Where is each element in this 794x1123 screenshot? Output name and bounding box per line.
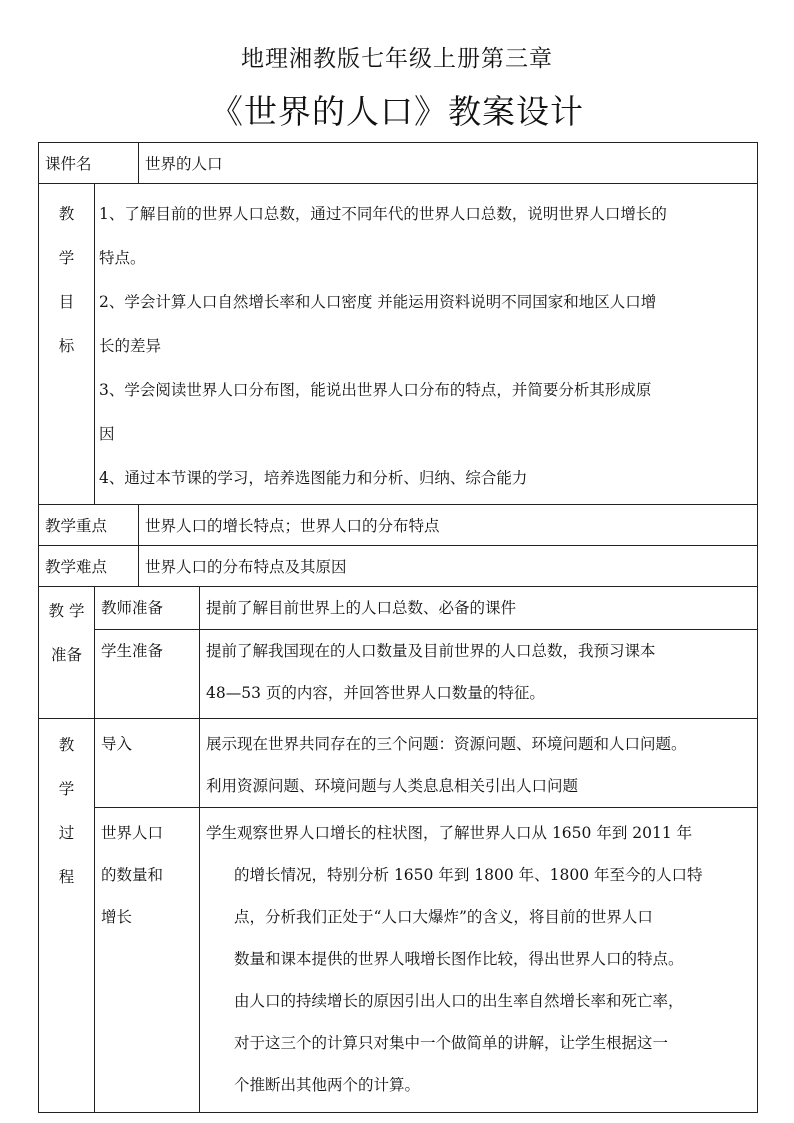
difficulties-row <box>39 546 758 587</box>
growth-line: 由人口的持续增长的原因引出人口的出生率自然增长率和死亡率， <box>234 992 684 1010</box>
document-title-line2: 《世界的人口》教案设计 <box>210 92 584 131</box>
growth-label <box>95 808 200 1113</box>
objective-line: 1、了解目前的世界人口总数，通过不同年代的世界人口总数，说明世界人口增长的 <box>99 205 667 223</box>
key-points-row <box>39 505 758 546</box>
growth-label-line: 世界人口 <box>101 824 164 842</box>
process-label-char: 过 <box>58 824 75 842</box>
student-prep-line: 48—53 页的内容，并回答世界人口数量的特征。 <box>206 684 545 702</box>
preparation-teacher-row <box>39 587 758 630</box>
objectives-label-char: 目 <box>58 293 75 311</box>
growth-label-line: 的数量和 <box>101 866 164 884</box>
student-prep-line: 提前了解我国现在的人口数量及目前世界的人口总数，我预习课本 <box>206 642 656 660</box>
objectives-label-char: 学 <box>58 249 75 267</box>
intro-label-text: 导入 <box>101 735 133 753</box>
preparation-label <box>39 587 95 719</box>
objectives-row <box>39 184 758 505</box>
difficulties-label: 教学难点 <box>39 546 139 587</box>
process-growth-row <box>39 808 758 1113</box>
growth-line: 对于这三个的计算只对集中一个做简单的讲解，让学生根据这一 <box>234 1034 669 1052</box>
course-value: 世界的人口 <box>139 143 758 184</box>
process-label-char: 程 <box>58 868 75 886</box>
lesson-plan-table <box>38 142 758 1113</box>
preparation-label-line: 准备 <box>50 646 82 664</box>
objectives-content <box>95 184 758 505</box>
objective-line: 2、学会计算人口自然增长率和人口密度 并能运用资料说明不同国家和地区人口增 <box>99 293 657 311</box>
course-label: 课件名 <box>39 143 139 184</box>
intro-label <box>95 719 200 808</box>
objective-line: 3、学会阅读世界人口分布图，能说出世界人口分布的特点，并简要分析其形成原 <box>99 381 652 399</box>
growth-line: 学生观察世界人口增长的柱状图，了解世界人口从 1650 年到 2011 年 <box>206 824 693 842</box>
growth-label-line: 增长 <box>101 908 133 926</box>
intro-line: 展示现在世界共同存在的三个问题：资源问题、环境问题和人口问题。 <box>206 735 687 753</box>
objective-line: 因 <box>99 425 115 443</box>
process-intro-row <box>39 719 758 808</box>
objectives-label <box>39 184 95 505</box>
teacher-prep-value: 提前了解目前世界上的人口总数、必备的课件 <box>200 587 758 630</box>
process-label-char: 教 <box>58 736 75 754</box>
growth-line: 个推断出其他两个的计算。 <box>234 1076 421 1094</box>
process-label <box>39 719 95 1113</box>
growth-line: 数量和课本提供的世界人哦增长图作比较，得出世界人口的特点。 <box>234 950 684 968</box>
intro-content <box>200 719 758 808</box>
student-prep-label: 学生准备 <box>95 630 200 719</box>
student-prep-content <box>200 630 758 719</box>
objective-line: 特点。 <box>99 249 146 267</box>
key-points-value: 世界人口的增长特点；世界人口的分布特点 <box>139 505 758 546</box>
objective-line: 4、通过本节课的学习，培养选图能力和分析、归纳、综合能力 <box>99 469 528 487</box>
document-title-line1: 地理湘教版七年级上册第三章 <box>241 46 553 72</box>
intro-line: 利用资源问题、环境问题与人类息息相关引出人口问题 <box>206 777 579 795</box>
growth-line: 的增长情况，特别分析 1650 年到 1800 年、1800 年至今的人口特 <box>234 866 703 884</box>
preparation-student-row <box>39 630 758 719</box>
preparation-label-line: 教 学 <box>48 602 85 620</box>
course-row <box>39 143 758 184</box>
growth-content <box>200 808 758 1113</box>
objectives-label-char: 标 <box>58 337 75 355</box>
difficulties-value: 世界人口的分布特点及其原因 <box>139 546 758 587</box>
objectives-label-char: 教 <box>58 205 75 223</box>
key-points-label: 教学重点 <box>39 505 139 546</box>
process-label-char: 学 <box>58 780 75 798</box>
growth-line: 点，分析我们正处于“人口大爆炸”的含义，将目前的世界人口 <box>234 908 653 926</box>
teacher-prep-label: 教师准备 <box>95 587 200 630</box>
objective-line: 长的差异 <box>99 337 162 355</box>
